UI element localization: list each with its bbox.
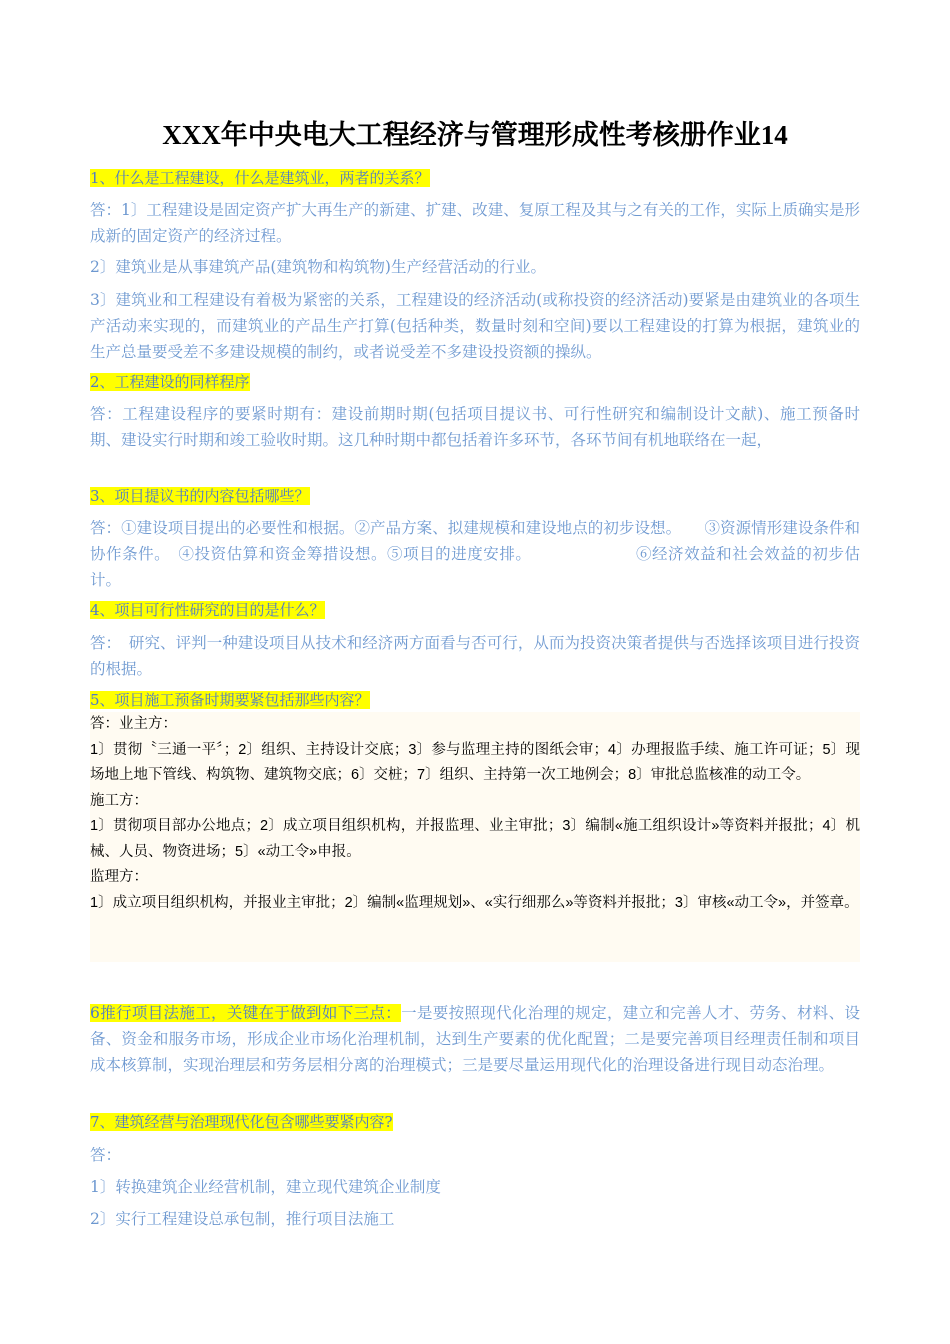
answer-5-line-2: 1〕贯彻〝三通一平〞；2〕组织、主持设计交底；3〕参与监理主持的图纸会审；4〕办理报监手续、施工许可证；5〕现场地上地下管线、构筑物、建筑物交底；6〕交桩；7〕组织、主持第一次工地例会；8〕审批总监核准的动工令。 [90, 741, 860, 783]
question-3 [90, 484, 860, 508]
question-3-text: 3、项目提议书的内容包括哪些？ [90, 487, 310, 505]
answer-1-part-1: 答：1〕工程建设是固定资产扩大再生产的新建、扩建、改建、复原工程及其与之有关的工作，实际上质确实是形成新的固定资产的经济过程。 [90, 201, 860, 245]
question-2-text: 2、工程建设的同样程序 [90, 373, 250, 391]
answer-4: 答： 研究、评判一种建设项目从技术和经济两方面看与否可行，从而为投资决策者提供与否选择该项目进行投资的根据。 [90, 634, 860, 678]
answer-5-box [90, 712, 860, 962]
answer-7-intro: 答： [90, 1146, 122, 1164]
answer-5-line-3: 施工方： [90, 792, 148, 809]
answer-1 [90, 197, 860, 249]
answer-2: 答：工程建设程序的要紧时期有：建设前期时期(包括项目提议书、可行性研究和编制设计文献)、施工预备时期、建设实行时期和竣工验收时期。这几种时期中都包括着许多环节，各环节间有机地联络在一起， [90, 405, 860, 449]
question-6-text: 6推行项目法施工，关键在于做到如下三点： [90, 1004, 402, 1022]
question-4 [90, 598, 860, 622]
page-title: XXX年中央电大工程经济与管理形成性考核册作业14 [162, 120, 788, 150]
question-4-text: 4、项目可行性研究的目的是什么？ [90, 601, 325, 619]
question-5 [90, 688, 860, 712]
answer-1-part-3: 3〕建筑业和工程建设有着极为紧密的关系，工程建设的经济活动(或称投资的经济活动)要紧是由建筑业的各项生产活动来实现的，而建筑业的产品生产打算(包括种类，数量时刻和空间)要以工程建设的打算为根据，建筑业的生产总量要受差不多建设规模的制约，或者说受差不多建设投资额的操纵。 [90, 291, 860, 361]
question-6 [90, 1000, 860, 1078]
question-7-text: 7、建筑经营与治理现代化包含哪些要紧内容? [90, 1113, 393, 1131]
answer-3: 答：①建设项目提出的必要性和根据。②产品方案、拟建规模和建设地点的初步设想。 ③资源情形建设条件和协作条件。 ④投资估算和资金筹措设想。⑤项目的进度安排。 ⑥经济效益和社会效益的初步估计。 [90, 519, 860, 589]
question-7 [90, 1110, 860, 1134]
answer-6: 一是要按照现代化治理的规定，建立和完善人才、劳务、材料、设备、资金和服务市场，形成企业市场化治理机制，达到生产要素的优化配置；二是要完善项目经理责任制和项目成本核算制，实现治理层和劳务层相分离的治理模式；三是要尽量运用现代化的治理设备进行现目动态治理。 [90, 1004, 860, 1074]
answer-7-item-1: 1〕转换建筑企业经营机制，建立现代建筑企业制度 [90, 1178, 441, 1196]
question-1-text: 1、什么是工程建设，什么是建筑业，两者的关系？ [90, 169, 430, 187]
answer-5-line-6: 1〕成立项目组织机构，并报业主审批；2〕编制«监理规划»、«实行细那么»等资料并报批；3〕审核«动工令»，并签章。 [90, 894, 859, 911]
question-1 [90, 166, 860, 190]
answer-1-part-2: 2〕建筑业是从事建筑产品(建筑物和构筑物)生产经营活动的行业。 [90, 258, 546, 276]
answer-7-item-2: 2〕实行工程建设总承包制，推行项目法施工 [90, 1210, 395, 1228]
question-5-text: 5、项目施工预备时期要紧包括那些内容？ [90, 691, 370, 709]
answer-5-line-5: 监理方： [90, 869, 148, 885]
answer-5-line-1: 答：业主方： [90, 716, 177, 732]
answer-5-line-4: 1〕贯彻项目部办公地点；2〕成立项目组织机构，并报监理、业主审批；3〕编制«施工组织设计»等资料并报批；4〕机械、人员、物资进场；5〕«动工令»申报。 [90, 818, 860, 860]
question-2 [90, 370, 860, 394]
